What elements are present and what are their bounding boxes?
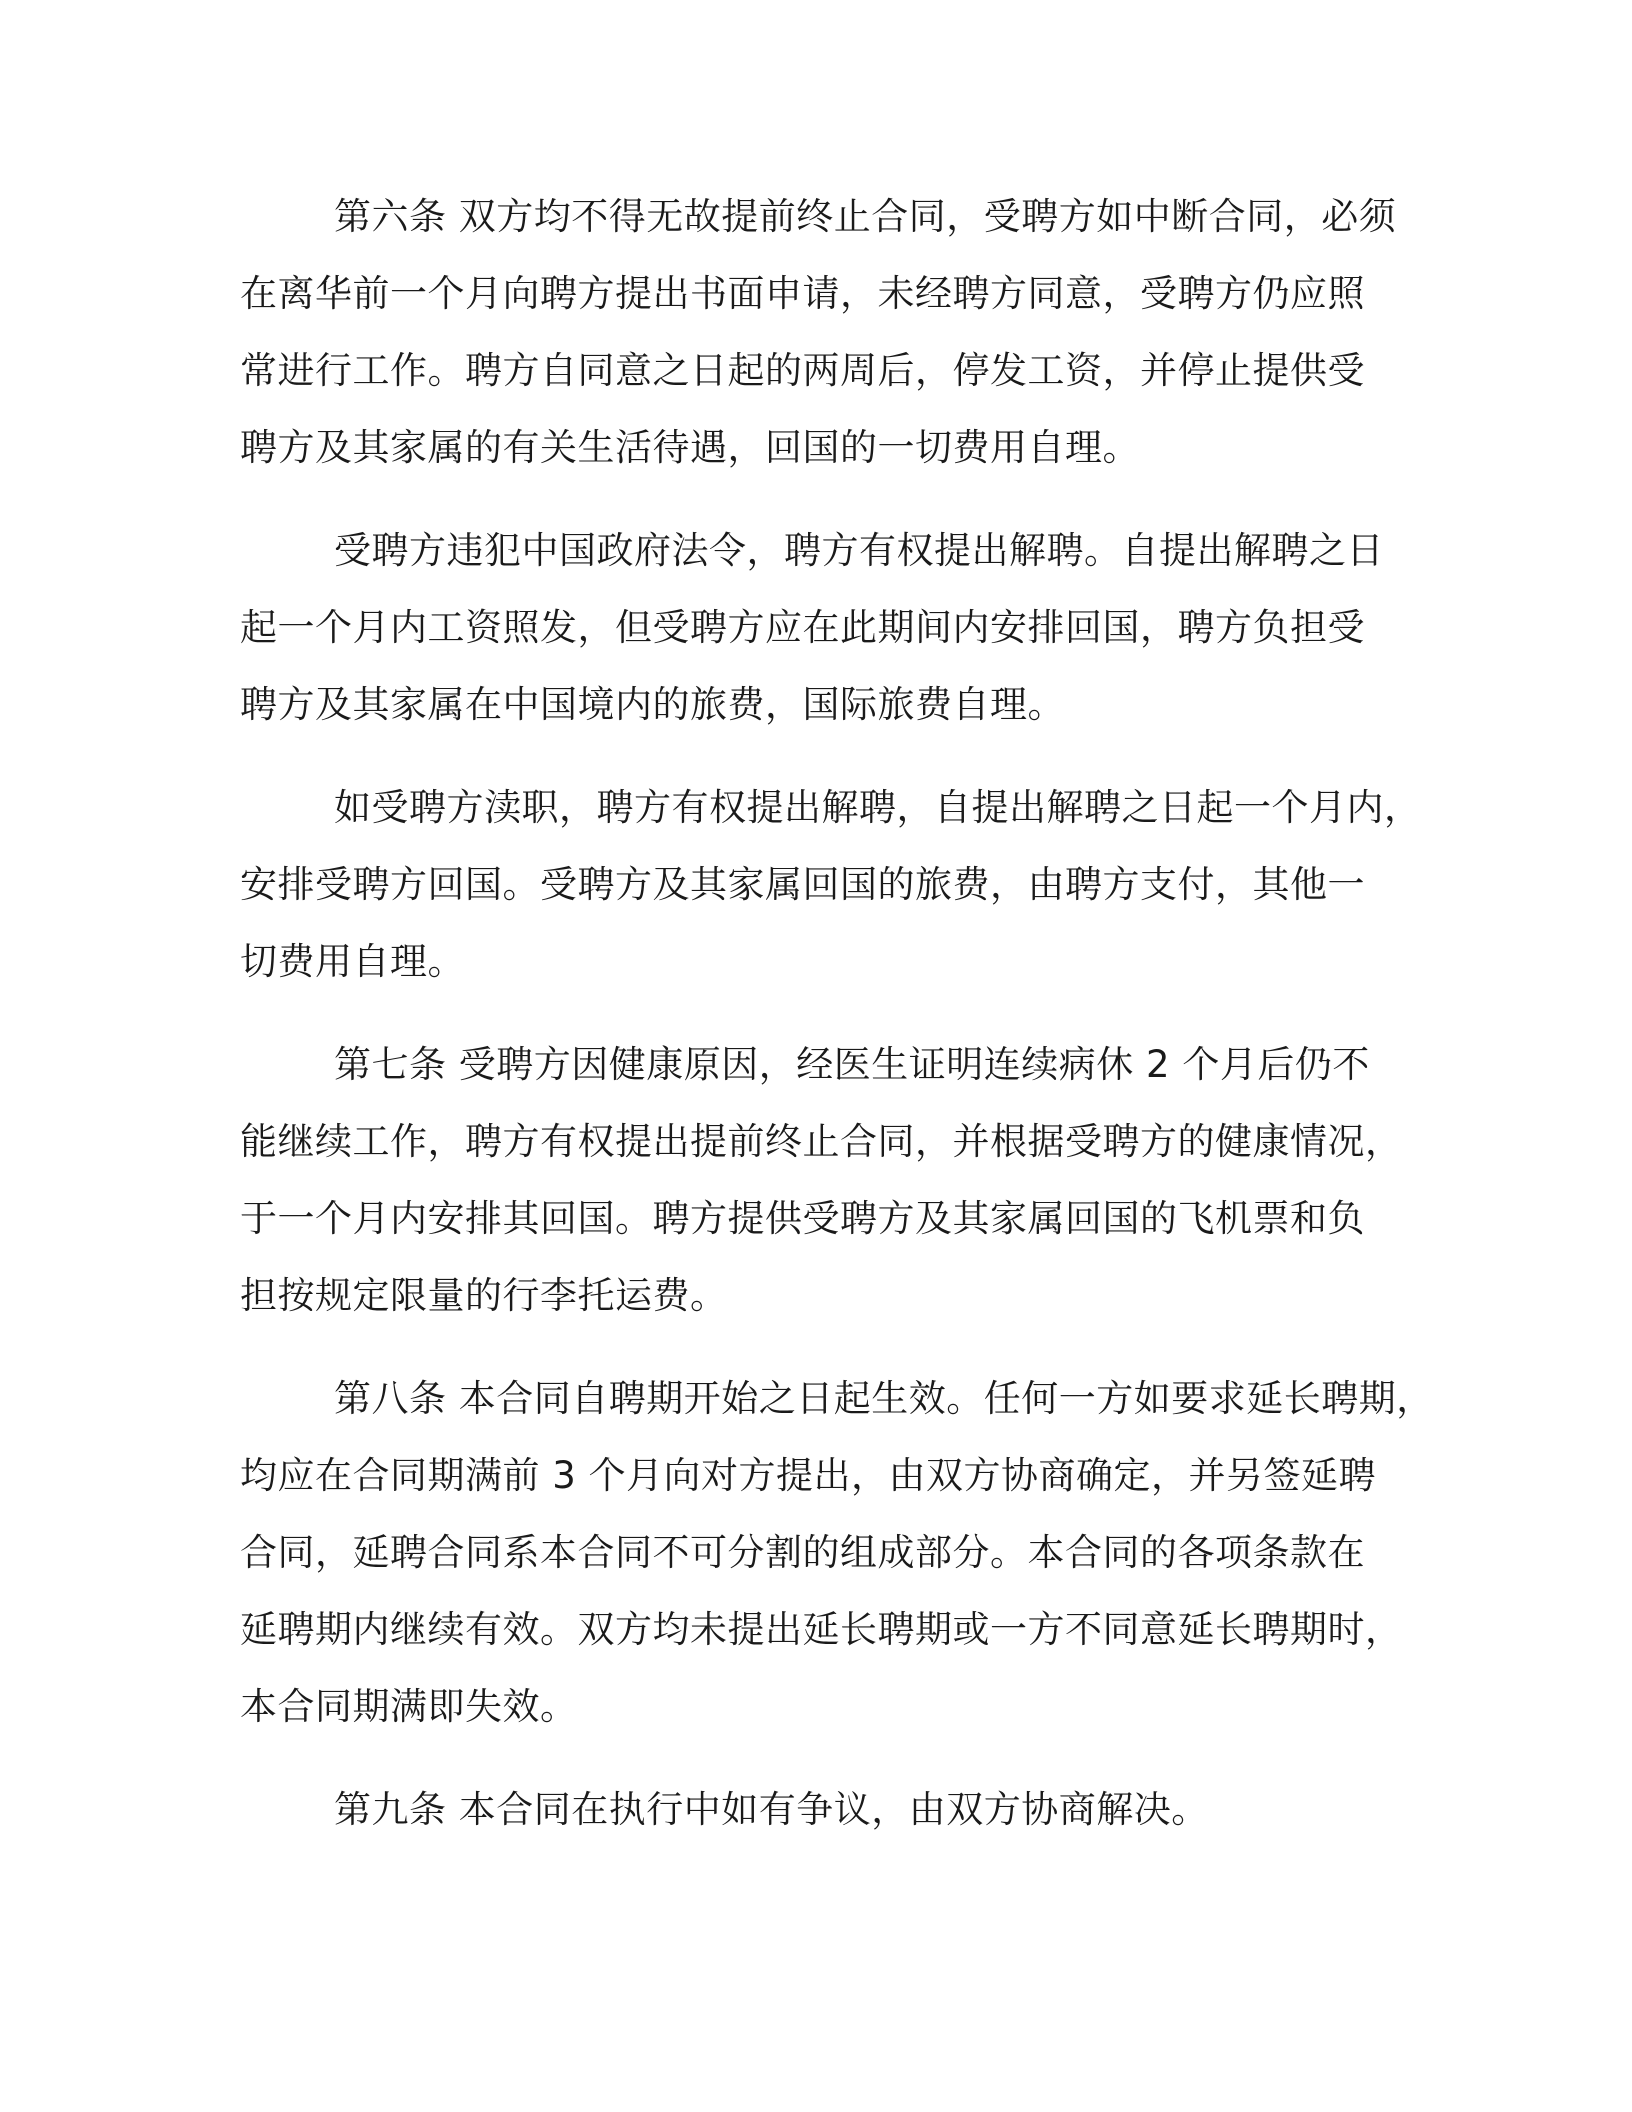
paragraph-article-6	[240, 178, 1420, 486]
text-line: 起一个月内工资照发，但受聘方应在此期间内安排回国，聘方负担受	[240, 606, 1365, 649]
text-line: 受聘方违犯中国政府法令，聘方有权提出解聘。自提出解聘之日	[334, 529, 1384, 572]
text-line: 第八条 本合同自聘期开始之日起生效。任何一方如要求延长聘期，	[334, 1377, 1434, 1420]
text-line: 第六条 双方均不得无故提前终止合同，受聘方如中断合同，必须	[334, 195, 1397, 238]
paragraph-dereliction	[240, 769, 1420, 1000]
text-line: 第七条 受聘方因健康原因，经医生证明连续病休 2 个月后仍不	[334, 1043, 1370, 1086]
text-line: 本合同期满即失效。	[240, 1685, 578, 1728]
text-line: 延聘期内继续有效。双方均未提出延长聘期或一方不同意延长聘期时，	[240, 1608, 1403, 1651]
text-line: 切费用自理。	[240, 940, 465, 983]
text-line: 聘方及其家属在中国境内的旅费，国际旅费自理。	[240, 683, 1065, 726]
text-line: 能继续工作，聘方有权提出提前终止合同，并根据受聘方的健康情况，	[240, 1120, 1403, 1163]
text-line: 如受聘方渎职，聘方有权提出解聘，自提出解聘之日起一个月内，	[334, 786, 1422, 829]
paragraph-article-9	[240, 1771, 1420, 1848]
text-line: 合同，延聘合同系本合同不可分割的组成部分。本合同的各项条款在	[240, 1531, 1365, 1574]
text-line: 常进行工作。聘方自同意之日起的两周后，停发工资，并停止提供受	[240, 349, 1365, 392]
paragraph-violation	[240, 512, 1420, 743]
paragraph-article-8	[240, 1360, 1434, 1745]
text-line: 聘方及其家属的有关生活待遇，回国的一切费用自理。	[240, 426, 1140, 469]
text-line: 安排受聘方回国。受聘方及其家属回国的旅费，由聘方支付，其他一	[240, 863, 1365, 906]
text-line: 担按规定限量的行李托运费。	[240, 1274, 728, 1317]
text-line: 于一个月内安排其回国。聘方提供受聘方及其家属回国的飞机票和负	[240, 1197, 1365, 1240]
text-line: 在离华前一个月向聘方提出书面申请，未经聘方同意，受聘方仍应照	[240, 272, 1365, 315]
text-line: 均应在合同期满前 3 个月向对方提出，由双方协商确定，并另签延聘	[240, 1454, 1377, 1497]
paragraph-article-7	[240, 1026, 1420, 1334]
text-line: 第九条 本合同在执行中如有争议，由双方协商解决。	[334, 1788, 1209, 1831]
